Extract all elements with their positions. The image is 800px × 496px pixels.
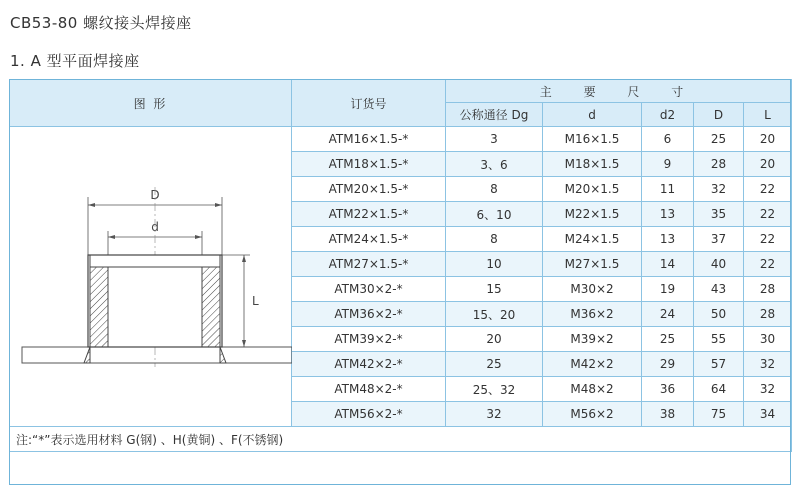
cell-d2: 38 [642, 402, 694, 427]
cell-d: M30×2 [543, 277, 642, 302]
header-D: D [694, 103, 744, 127]
cell-L: 28 [744, 302, 792, 327]
cell-d2: 19 [642, 277, 694, 302]
table-row: ATM39×2-* [292, 327, 446, 352]
cell-L: 22 [744, 252, 792, 277]
cell-L: 34 [744, 402, 792, 427]
cell-d2: 14 [642, 252, 694, 277]
cell-D: 75 [694, 402, 744, 427]
cell-dg: 25 [446, 352, 543, 377]
cell-d: M27×1.5 [543, 252, 642, 277]
cell-d: M39×2 [543, 327, 642, 352]
header-figure: 图 形 [10, 80, 292, 127]
cell-L: 20 [744, 127, 792, 152]
cell-L: 32 [744, 352, 792, 377]
cell-dg: 6、10 [446, 202, 543, 227]
table-row: ATM27×1.5-* [292, 252, 446, 277]
cell-dg: 32 [446, 402, 543, 427]
cell-L: 20 [744, 152, 792, 177]
cell-D: 57 [694, 352, 744, 377]
cell-D: 40 [694, 252, 744, 277]
cell-dg: 20 [446, 327, 543, 352]
cell-dg: 25、32 [446, 377, 543, 402]
cell-D: 50 [694, 302, 744, 327]
cell-d: M48×2 [543, 377, 642, 402]
cell-d: M56×2 [543, 402, 642, 427]
cell-L: 22 [744, 177, 792, 202]
table-note: 注:“*”表示选用材料 G(钢) 、H(黄铜) 、F(不锈钢) [10, 427, 792, 452]
table-row: ATM16×1.5-* [292, 127, 446, 152]
cell-L: 22 [744, 227, 792, 252]
section-title: 1. A 型平面焊接座 [10, 52, 140, 70]
cell-D: 37 [694, 227, 744, 252]
cell-d2: 36 [642, 377, 694, 402]
header-dg: 公称通径 Dg [446, 103, 543, 127]
table-row: ATM42×2-* [292, 352, 446, 377]
cell-D: 28 [694, 152, 744, 177]
header-main-dims: 主 要 尺 寸 [446, 80, 792, 103]
header-d: d [543, 103, 642, 127]
table-row: ATM30×2-* [292, 277, 446, 302]
table-row: ATM20×1.5-* [292, 177, 446, 202]
cell-dg: 15、20 [446, 302, 543, 327]
label-D: D [150, 188, 160, 202]
cell-d: M20×1.5 [543, 177, 642, 202]
cell-d2: 25 [642, 327, 694, 352]
cell-L: 32 [744, 377, 792, 402]
cell-d: M16×1.5 [543, 127, 642, 152]
cell-dg: 3 [446, 127, 543, 152]
cell-d: M42×2 [543, 352, 642, 377]
header-d2: d2 [642, 103, 694, 127]
cell-d2: 24 [642, 302, 694, 327]
cell-d2: 9 [642, 152, 694, 177]
cell-dg: 10 [446, 252, 543, 277]
cell-dg: 8 [446, 227, 543, 252]
cell-L: 28 [744, 277, 792, 302]
cell-D: 32 [694, 177, 744, 202]
table-frame [9, 79, 791, 485]
header-order-no: 订货号 [292, 80, 446, 127]
cell-d: M18×1.5 [543, 152, 642, 177]
table-row: ATM36×2-* [292, 302, 446, 327]
cell-d: M22×1.5 [543, 202, 642, 227]
cell-L: 30 [744, 327, 792, 352]
cell-D: 25 [694, 127, 744, 152]
cell-D: 43 [694, 277, 744, 302]
cell-dg: 15 [446, 277, 543, 302]
table-row: ATM56×2-* [292, 402, 446, 427]
cell-d: M24×1.5 [543, 227, 642, 252]
cell-d2: 6 [642, 127, 694, 152]
table-row: ATM22×1.5-* [292, 202, 446, 227]
cell-D: 35 [694, 202, 744, 227]
cell-d2: 13 [642, 227, 694, 252]
cell-d2: 29 [642, 352, 694, 377]
label-L: L [252, 294, 259, 308]
cell-dg: 3、6 [446, 152, 543, 177]
cell-d: M36×2 [543, 302, 642, 327]
label-d: d [151, 220, 159, 234]
cell-dg: 8 [446, 177, 543, 202]
cell-L: 22 [744, 202, 792, 227]
table-row: ATM48×2-* [292, 377, 446, 402]
cell-D: 64 [694, 377, 744, 402]
table-row: ATM24×1.5-* [292, 227, 446, 252]
document-title: CB53-80 螺纹接头焊接座 [10, 14, 192, 32]
header-L: L [744, 103, 792, 127]
cell-D: 55 [694, 327, 744, 352]
cell-d2: 13 [642, 202, 694, 227]
table-row: ATM18×1.5-* [292, 152, 446, 177]
cell-d2: 11 [642, 177, 694, 202]
